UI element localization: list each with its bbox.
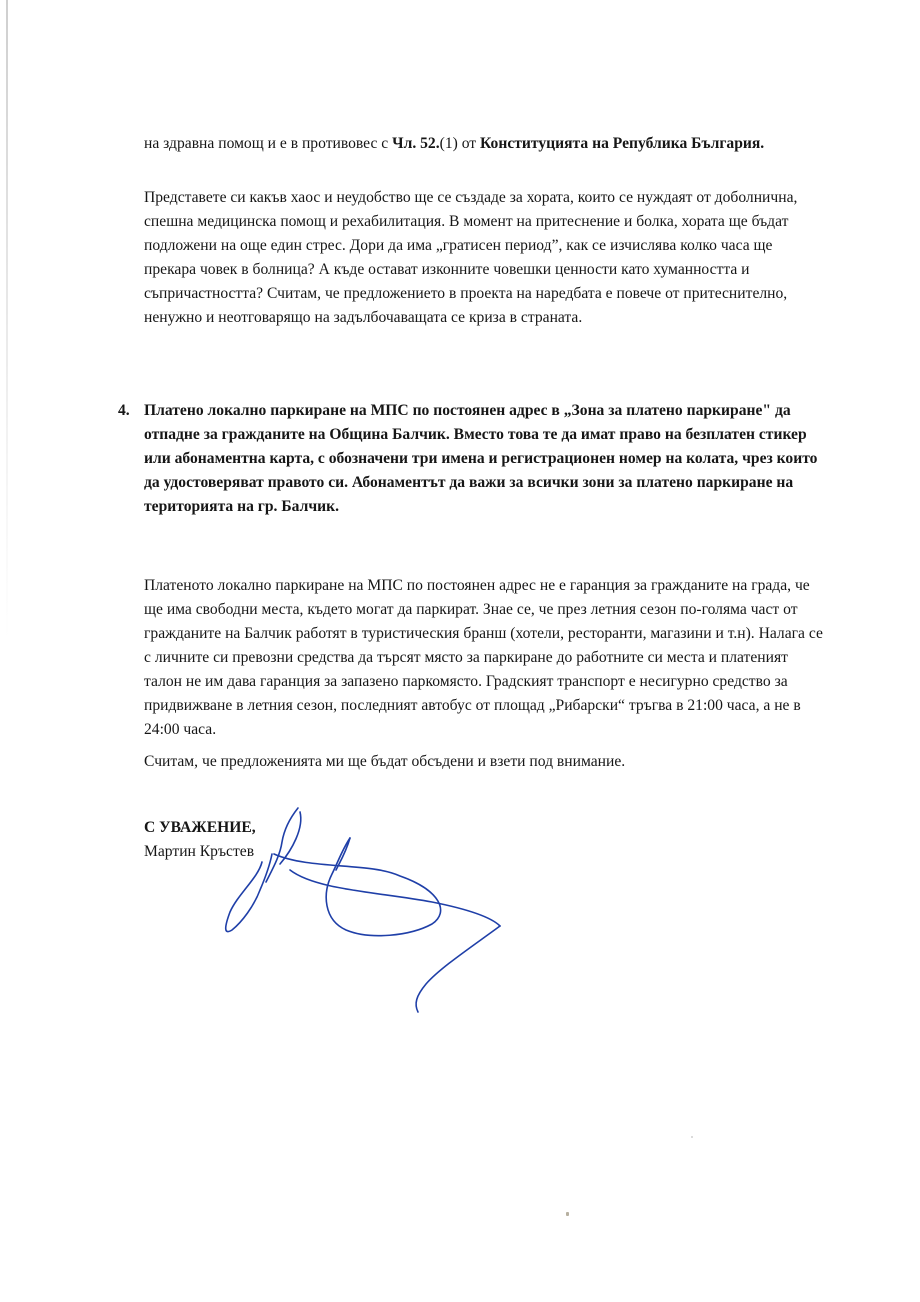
- scan-speck: [691, 1136, 693, 1138]
- paragraph-chaos: Представете си какъв хаос и неудобство ще се създаде за хората, които се нуждаят от доболнична, спешна медицинска помощ и рехабилитация. В момент на притеснение и болка, хората ще бъдат подложени на още един стрес. Дори да има „гратисен период”, как се изчислява колко часа ще прекара човек в болница? А къде остават изконните човешки ценности като хуманността и съпричастността? Считам, че предложението в проекта на наредбата е повече от притеснително, ненужно и неотговарящо на задълбочаващата се криза в страната.: [144, 189, 798, 326]
- signature-stroke-2: [226, 854, 272, 932]
- paragraph-consideration: Считам, че предложенията ми ще бъдат обсъдени и взети под внимание.: [144, 753, 626, 770]
- scan-edge-line: [6, 0, 8, 640]
- scan-speck: [566, 1212, 569, 1216]
- paragraph-constitution: [144, 132, 794, 156]
- signature-stroke-6: [416, 926, 500, 1012]
- signature-stroke-3: [274, 838, 441, 936]
- p1-text-a: на здравна помощ и е в противовес с: [144, 135, 393, 152]
- list-item-text: Платено локално паркиране на МПС по постоянен адрес в „Зона за платено паркиране" да отпадне за гражданите на Община Балчик. Вместо това те да имат право на безплатен стикер или абонаментна карта, с обозначени три имена и регистрационен номер на колата, чрез които да удостоверяват правото си. Абонаментът да важи за всички зони за платено паркиране на територията на гр. Балчик.: [144, 402, 818, 515]
- list-item-4: [118, 399, 818, 519]
- p1-text-b: (1) от: [439, 135, 481, 152]
- salutation: С УВАЖЕНИЕ,: [144, 819, 256, 836]
- p1-article: Чл. 52.: [392, 135, 440, 152]
- author-name: Мартин Кръстев: [144, 843, 255, 860]
- paragraph-parking: Платеното локално паркиране на МПС по постоянен адрес не е гаранция за гражданите на града, че ще има свободни места, където могат да паркират. Знае се, че през летния сезон по-голяма част от гражданите на Балчик работят в туристическия бранш (хотели, ресторанти, магазини и т.н). Налага се с личните си превозни средства да търсят място за паркиране до работните си места и платеният талон не им дава гаранция за запазено паркомясто. Градският транспорт е несигурно средство за придвижване в летния сезон, последният автобус от площад „Рибарски“ тръгва в 21:00 часа, а не в 24:00 часа.: [144, 577, 823, 738]
- signature-stroke-5: [290, 870, 500, 926]
- list-item-number: 4.: [118, 402, 130, 419]
- signature-image: [200, 790, 520, 1020]
- signature-stroke-4: [336, 838, 350, 870]
- p1-constitution: Конституцията на Република България.: [480, 135, 765, 152]
